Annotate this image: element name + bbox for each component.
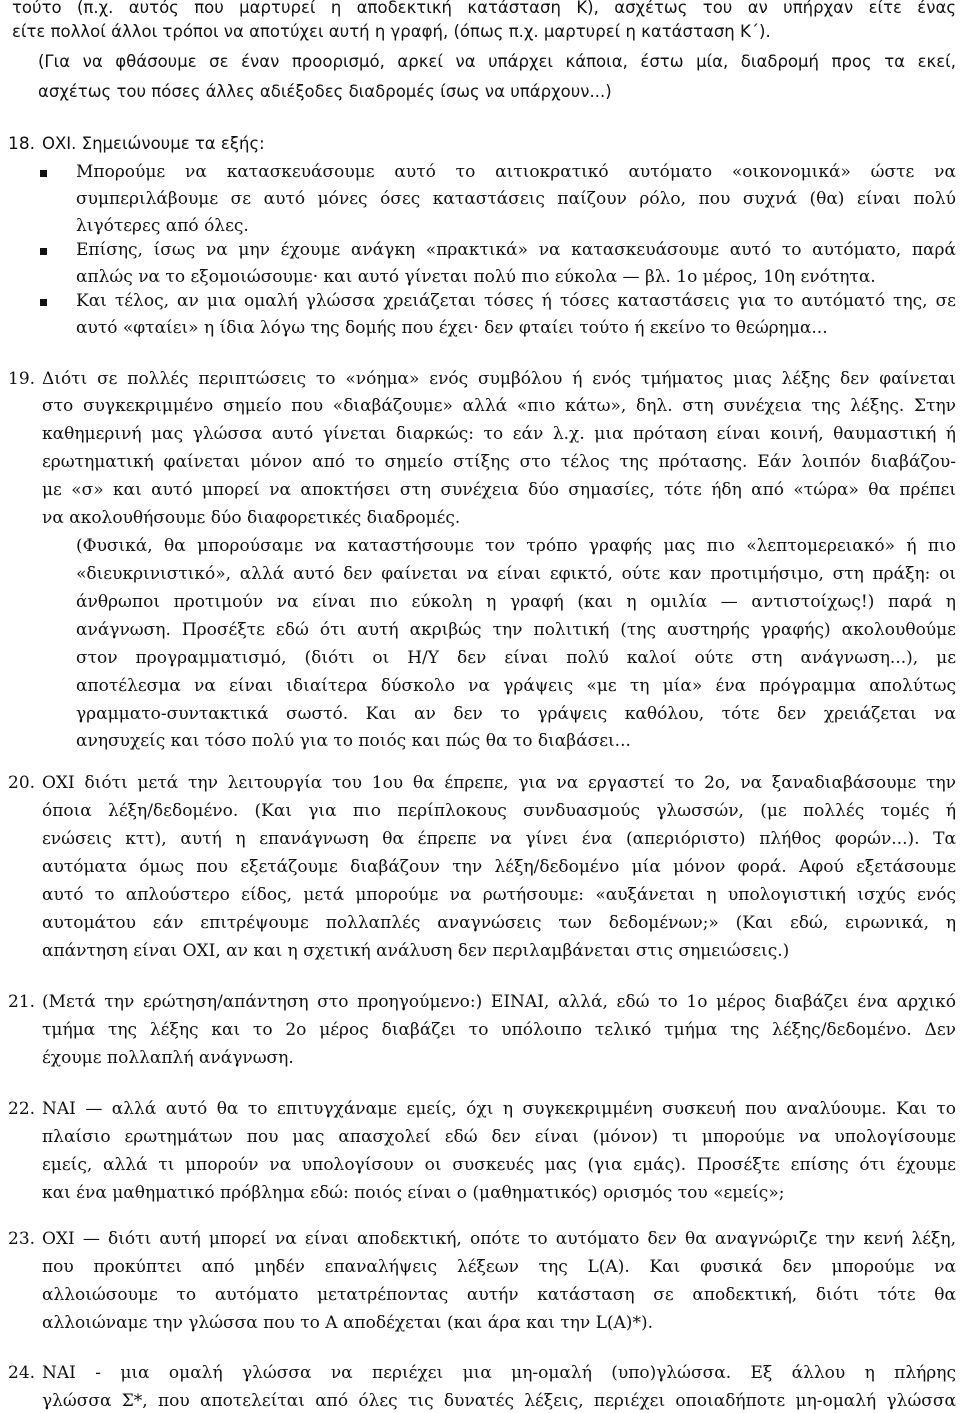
paragraph-line: τούτο (π.χ. αυτός που μαρτυρεί η αποδεκτική κατάσταση Κ), ασχέτως του αν υπήρχαν είτε ένας — [12, 0, 956, 17]
paragraph-line: αυτό το απλούστερο είδος, μετά μπορούμε να ρωτήσουμε: «αυξάνεται η υπολογιστική ισχύς ενός — [42, 885, 956, 905]
item-number: 21. — [8, 992, 36, 1012]
paragraph-line: ασχέτως του πόσες άλλες αδιέξοδες διαδρομές ίσως να υπάρχουν...) — [38, 82, 612, 101]
paragraph-line: (Μετά την ερώτηση/απάντηση στο προηγούμενο:) ΕΙΝΑΙ, αλλά, εδώ το 1ο μέρος διαβάζει ένα αρχικό — [42, 992, 956, 1012]
paragraph-line: (Για να φθάσουμε σε έναν προορισμό, αρκεί να υπάρχει κάποια, έστω μία, διαδρομή προς τα εκεί, — [38, 52, 956, 71]
item-number: 18. — [8, 134, 36, 154]
bullet-line: Μπορούμε να κατασκευάσουμε αυτό το αιτιοκρατικό αυτόματο «οικονομικά» ώστε να — [76, 162, 956, 182]
bullet-icon — [40, 170, 47, 177]
paragraph-line: γραμματο-συντακτικά σωστό. Και αν δεν το γράψεις καθόλου, τότε δεν χρειάζεται να — [76, 704, 956, 724]
paragraph-line: τμήμα της λέξης και το 2ο μέρος διαβάζει το υπόλοιπο τελικό τμήμα της λέξης/δεδομένο. Δεν — [42, 1020, 956, 1040]
paragraph-line: έχουμε πολλαπλή ανάγνωση. — [42, 1048, 294, 1068]
paragraph-line: αποτέλεσμα να είναι ιδιαίτερα δύσκολο να γράψεις «με τη μία» ένα πρόγραμμα απολύτως — [76, 676, 956, 696]
item-number: 20. — [8, 773, 36, 793]
paragraph-line: ανάγνωση. Προσέξτε εδώ ότι αυτή ακριβώς την πολιτική (της αυστηρής γραφής) ακολουθούμε — [76, 620, 956, 640]
item-lead: ΟΧΙ. Σημειώνουμε τα εξής: — [42, 134, 265, 153]
paragraph-line: όποια λέξη/δεδομένο. (Και για πιο περίπλοκους συνδυασμούς γλωσσών, (με πολλές τομές ή — [42, 801, 956, 821]
paragraph-line: αλλοιώναμε την γλώσσα που το Α αποδέχεται (και άρα και την L(A)*). — [42, 1313, 653, 1333]
paragraph-line: Διότι σε πολλές περιπτώσεις το «νόημα» ενός συμβόλου ή ενός τμήματος μιας λέξης δεν φαίνεται — [42, 369, 956, 389]
paragraph-line: ερωτηματική φαίνεται μόνον από το σημείο στίξης στο τέλος της πρότασης. Εάν λοιπόν διαβάζου- — [42, 452, 956, 472]
paragraph-line: γλώσσα Σ*, που αποτελείται από όλες τις δυνατές λέξεις, περιέχει οποιαδήποτε μη-ομαλή γλώσσα — [42, 1391, 956, 1411]
paragraph-line: ενώσεις κττ), αυτή η επανάγνωση θα έπρεπε να γίνει ένα (απεριόριστο) πλήθος φορών...). Τα — [42, 829, 956, 849]
paragraph-line: είτε πολλοί άλλοι τρόποι να αποτύχει αυτή η γραφή, (όπως π.χ. μαρτυρεί η κατάσταση Κ΄). — [12, 22, 771, 41]
paragraph-line: «διευκρινιστικό», αλλά αυτό δεν φαίνεται να είναι εφικτό, ούτε καν προτιμήσιμο, στη πράξη: οι — [76, 564, 956, 584]
paragraph-line: απάντηση είναι ΟΧΙ, αν και η σχετική ανάλυση δεν περιλαμβάνεται στις σημειώσεις.) — [42, 941, 790, 961]
paragraph-line: αλλοιώσουμε το αυτόματο μετατρέποντας αυτήν κατάσταση σε αποδεκτική, διότι τότε θα — [42, 1285, 956, 1305]
paragraph-line: ΝΑΙ — αλλά αυτό θα το επιτυγχάναμε εμείς, όχι η συγκεκριμμένη συσκευή που αναλύουμε. Και το — [42, 1099, 956, 1119]
paragraph-line: πλαίσιο ερωτημάτων που μας απασχολεί εδώ δεν είναι (μόνον) τι μπορούμε να υπολογίσουμε — [42, 1127, 956, 1147]
bullet-icon — [40, 248, 47, 255]
paragraph-line: ΟΧΙ — διότι αυτή μπορεί να είναι αποδεκτική, οπότε το αυτόματο δεν θα αναγνώριζε την κενή λέξη, — [42, 1229, 956, 1249]
item-number: 24. — [8, 1363, 36, 1383]
bullet-line: Επίσης, ίσως να μην έχουμε ανάγκη «πρακτικά» να κατασκευάσουμε αυτό το αυτόματο, παρά — [76, 240, 956, 260]
bullet-line: Και τέλος, αν μια ομαλή γλώσσα χρειάζεται τόσες ή τόσες καταστάσεις για το αυτόματό της, σε — [76, 291, 956, 311]
paragraph-line: αυτόματα όμως που εξετάζουμε διαβάζουν την λέξη/δεδομένο μία μόνον φορά. Αφού εξετάσουμε — [42, 857, 956, 877]
paragraph-line: και ένα μαθηματικό πρόβλημα εδώ: ποιός είναι ο (μαθηματικός) ορισμός του «εμείς»; — [42, 1183, 785, 1203]
bullet-icon — [40, 299, 47, 306]
paragraph-line: (Φυσικά, θα μπορούσαμε να καταστήσουμε τον τρόπο γραφής μας πιο «λεπτομερειακό» ή πιο — [76, 536, 956, 556]
bullet-line: αυτό «φταίει» η ίδια λόγω της δομής που έχει· δεν φταίει τούτο ή εκείνο το θεώρημα... — [76, 318, 828, 338]
paragraph-line: με «σ» και αυτό μπορεί να αποκτήσει στη συνέχεια δύο σημασίες, τότε ήδη από «τώρα» θα πρέπει — [42, 480, 956, 500]
paragraph-line: στο συγκεκριμμένο σημείο που «διαβάζουμε» αλλά «πιο κάτω», δηλ. στη συνέχεια της λέξης. Στην — [42, 396, 956, 416]
item-number: 19. — [8, 369, 36, 389]
bullet-line: απλώς να το εξομοιώσουμε· και αυτό γίνεται πολύ πιο εύκολα — βλ. 1ο μέρος, 10η ενότητα. — [76, 267, 876, 287]
paragraph-line: ΟΧΙ διότι μετά την λειτουργία του 1ου θα έπρεπε, για να εργαστεί το 2ο, να ξαναδιαβάσουμε την — [42, 773, 956, 793]
paragraph-line: καθημερινή μας γλώσσα αυτό γίνεται διαρκώς: το εάν λ.χ. μια πρόταση είναι κοινή, θαυμαστική ή — [42, 424, 956, 444]
item-number: 23. — [8, 1229, 36, 1249]
bullet-line: λιγότερες από όλες. — [76, 216, 249, 236]
item-number: 22. — [8, 1099, 36, 1119]
paragraph-line: ανησυχείς και τόσο πολύ για το ποιός και πώς θα το διαβάσει... — [76, 731, 631, 751]
paragraph-line: εμείς, αλλά τι μπορούν να υπολογίσουν οι συσκευές μας (για εμάς). Προσέξτε επίσης ότι έχουμε — [42, 1155, 956, 1175]
paragraph-line: που προκύπτει από μηδέν επαναλήψεις λέξεων της L(A). Και φυσικά δεν μπορούμε να — [42, 1257, 956, 1277]
paragraph-line: ΝΑΙ - μια ομαλή γλώσσα να περιέχει μια μη-ομαλή (υπο)γλώσσα. Εξ άλλου η πλήρης — [42, 1363, 956, 1383]
paragraph-line: να ακολουθήσουμε δύο διαφορετικές διαδρομές. — [42, 508, 461, 528]
bullet-line: συμπεριλάβουμε σε αυτό μόνες όσες καταστάσεις παίζουν ρόλο, που συχνά (θα) είναι πολύ — [76, 189, 956, 209]
paragraph-line: άνθρωποι προτιμούν να είναι πιο εύκολη η γραφή (και η ομιλία — αντιστοίχως!) παρά η — [76, 592, 956, 612]
paragraph-line: στον προγραμματισμό, (διότι οι Η/Υ δεν είναι πολύ καλοί ούτε στη ανάγνωση...), με — [76, 648, 956, 668]
paragraph-line: αυτομάτου εάν επιτρέψουμε πολλαπλές αναγνώσεις των δεδομένων;» (Και εδώ, ειρωνικά, η — [42, 913, 956, 933]
